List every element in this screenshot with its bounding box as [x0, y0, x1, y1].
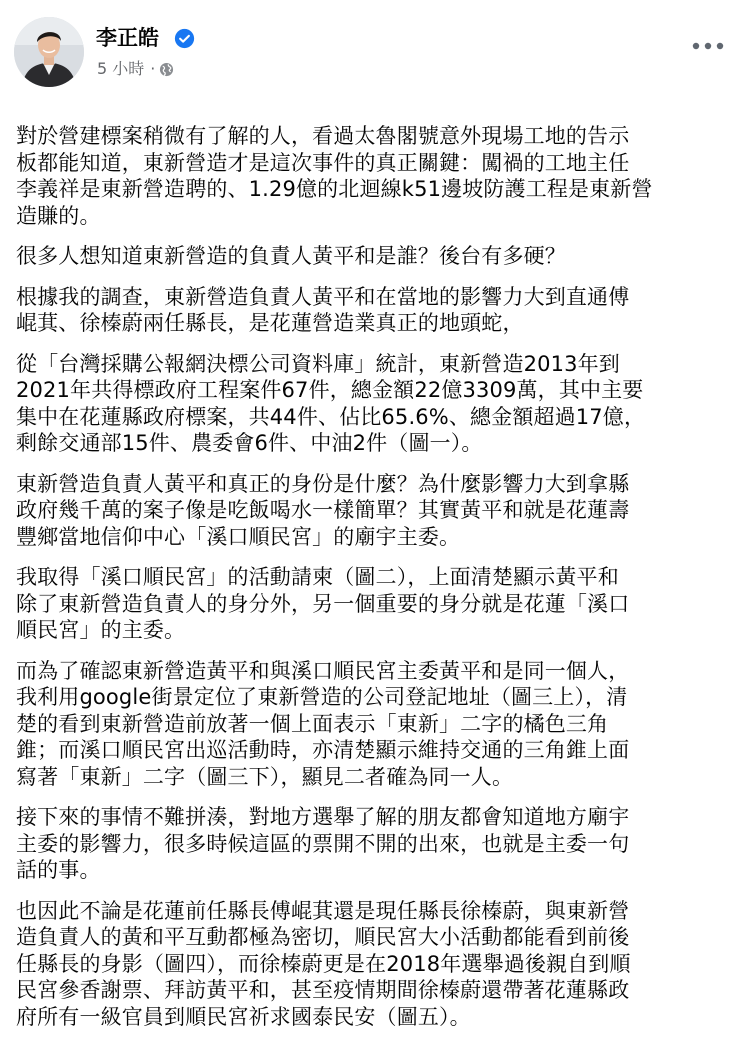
post-paragraph	[16, 898, 732, 1031]
post-paragraph	[16, 804, 732, 884]
paragraph-line: 而為了確認東新營造黃平和與溪口順民宮主委黃平和是同一個人，	[16, 658, 630, 683]
paragraph-line: 李義祥是東新營造聘的、1.29億的北迴線k51邊坡防護工程是東新營	[16, 177, 653, 201]
paragraph-line: 東新營造負責人黃平和真正的身份是什麼？為什麼影響力大到拿縣	[16, 471, 630, 496]
post-paragraph	[16, 243, 732, 270]
paragraph-line: 話的事。	[16, 858, 101, 882]
paragraph-line: 集中在花蓮縣政府標案，共44件、佔比65.6%、總金額超過17億，	[16, 404, 646, 429]
post-body	[16, 123, 732, 1044]
paragraph-line: 主委的影響力，很多時候這區的票開不開的出來，也就是主委一句	[16, 831, 630, 856]
paragraph-line: 我利用google街景定位了東新營造的公司登記地址（圖三上），清	[16, 685, 628, 709]
author-name[interactable]: 李正皓	[96, 26, 159, 50]
paragraph-line: 錐；而溪口順民宮出巡活動時，亦清楚顯示維持交通的三角錐上面	[16, 738, 630, 762]
paragraph-line: 民宮參香謝票、拜訪黃平和，甚至疫情期間徐榛蔚還帶著花蓮縣政	[16, 978, 630, 1002]
paragraph-line: 楚的看到東新營造前放著一個上面表示「東新」二字的橘色三角	[16, 711, 609, 736]
post-paragraph	[16, 658, 732, 791]
avatar-photo	[14, 17, 84, 87]
more-options-icon[interactable]	[688, 34, 728, 58]
paragraph-line: 2021年共得標政府工程案件67件，總金額22億3309萬，其中主要	[16, 378, 644, 402]
paragraph-line: 造賺的。	[16, 203, 101, 228]
paragraph-line: 也因此不論是花蓮前任縣長傅崐萁還是現任縣長徐榛蔚，與東新營	[16, 898, 630, 923]
post-timestamp[interactable]: 5 小時	[97, 59, 145, 78]
post-paragraph	[16, 564, 732, 644]
paragraph-line: 根據我的調查，東新營造負責人黃平和在當地的影響力大到直通傅	[16, 284, 630, 309]
paragraph-line: 府所有一級官員到順民宮祈求國泰民安（圖五）。	[16, 1004, 471, 1029]
avatar[interactable]	[14, 17, 84, 87]
paragraph-line: 崐萁、徐榛蔚兩任縣長，是花蓮營造業真正的地頭蛇，	[16, 311, 524, 335]
post-paragraph	[16, 351, 732, 457]
globe-icon[interactable]	[159, 62, 174, 77]
paragraph-line: 寫著「東新」二字（圖三下），顯見二者確為同一人。	[16, 764, 514, 789]
paragraph-line: 很多人想知道東新營造的負責人黃平和是誰？後台有多硬？	[16, 244, 566, 268]
paragraph-line: 接下來的事情不難拼湊，對地方選舉了解的朋友都會知道地方廟宇	[16, 805, 630, 829]
post-paragraph	[16, 123, 732, 229]
paragraph-line: 政府幾千萬的案子像是吃飯喝水一樣簡單？其實黃平和就是花蓮壽	[16, 498, 630, 522]
paragraph-line: 豐鄉當地信仰中心「溪口順民宮」的廟宇主委。	[16, 524, 461, 549]
verified-badge-icon	[174, 28, 195, 49]
paragraph-line: 順民宮」的主委。	[16, 618, 186, 642]
paragraph-line: 任縣長的身影（圖四），而徐榛蔚更是在2018年選舉過後親自到順	[16, 951, 631, 976]
paragraph-line: 造負責人的黃和平互動都極為密切，順民宮大小活動都能看到前後	[16, 925, 630, 949]
paragraph-line: 我取得「溪口順民宮」的活動請柬（圖二），上面清楚顯示黃平和	[16, 565, 619, 589]
post-paragraph	[16, 471, 732, 551]
meta-separator: ·	[150, 59, 156, 78]
post-meta	[97, 58, 174, 80]
paragraph-line: 除了東新營造負責人的身分外，另一個重要的身分就是花蓮「溪口	[16, 591, 630, 616]
paragraph-line: 剩餘交通部15件、農委會6件、中油2件（圖一）。	[16, 431, 483, 455]
paragraph-line: 對於營建標案稍微有了解的人，看過太魯閣號意外現場工地的告示	[16, 124, 630, 148]
paragraph-line: 從「台灣採購公報網決標公司資料庫」統計，東新營造2013年到	[16, 351, 620, 376]
paragraph-line: 板都能知道，東新營造才是這次事件的真正關鍵：闖禍的工地主任	[16, 150, 630, 175]
post-header	[0, 0, 746, 100]
post-paragraph	[16, 284, 732, 337]
